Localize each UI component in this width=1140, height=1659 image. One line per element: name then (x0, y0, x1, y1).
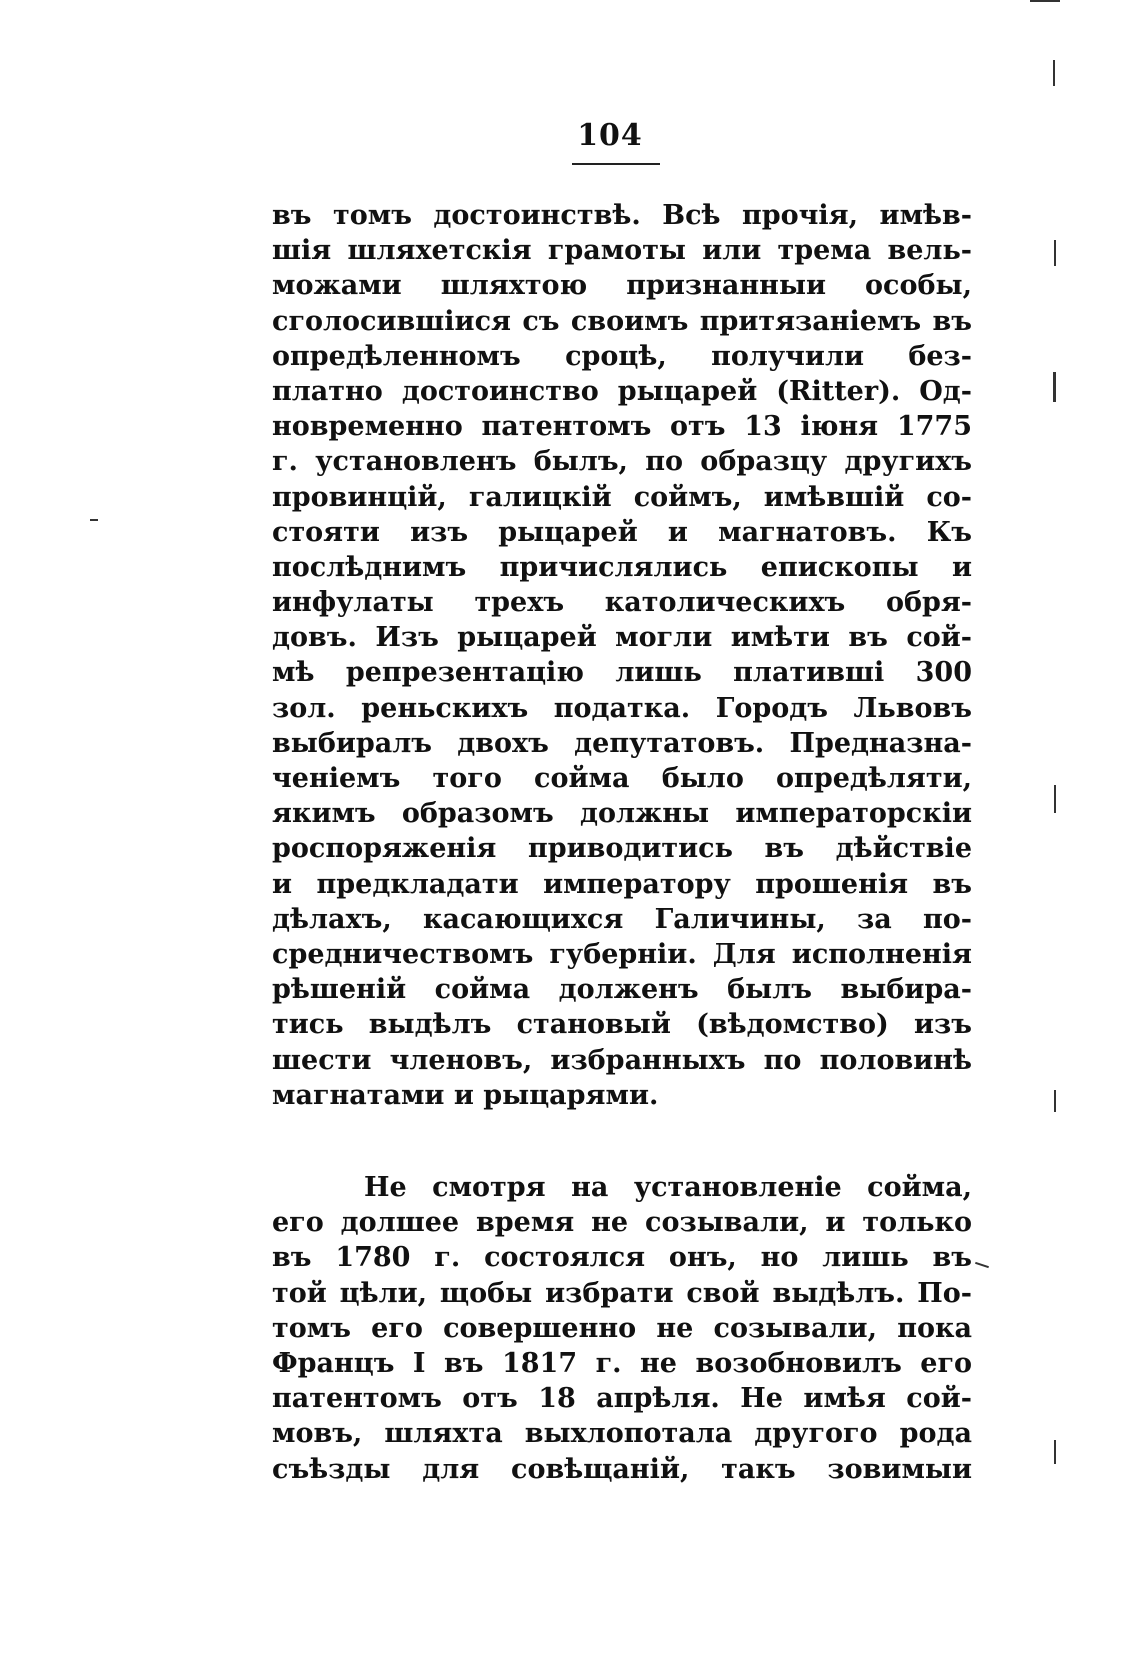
margin-mark (1054, 785, 1056, 813)
text-line: якимъ образомъ должны императорскіи (272, 798, 972, 830)
text-line: Не смотря на установленіе сойма, (364, 1172, 972, 1203)
text-line: съѣзды для совѣщаній, такъ зовимыи (272, 1453, 972, 1485)
text-line: средничествомъ губерніи. Для исполненія (272, 938, 972, 970)
text-line: магнатами и рыцарями. (272, 1079, 659, 1111)
paragraph-1 (272, 198, 972, 1113)
text-line: инфулаты трехъ католическихъ обря- (272, 587, 972, 619)
text-line: сголосившіися съ своимъ притязаніемъ въ (272, 305, 972, 337)
margin-mark (90, 519, 98, 521)
text-line: стояти изъ рыцарей и магнатовъ. Къ (272, 516, 972, 548)
margin-mark (1053, 372, 1056, 402)
page-number-underline (572, 163, 660, 165)
text-line: мѣ репрезентацію лишь плативші 300 (272, 657, 972, 689)
margin-mark (1054, 1440, 1056, 1464)
margin-mark (1053, 60, 1055, 86)
text-line: довъ. Изъ рыцарей могли имѣти въ сой- (272, 622, 972, 654)
text-line: тись выдѣлъ становый (вѣдомство) изъ (272, 1009, 972, 1041)
text-line: дѣлахъ, касающихся Галичины, за по- (272, 903, 972, 935)
page-number: 104 (577, 118, 643, 153)
text-line: выбиралъ двохъ депутатовъ. Предназна- (272, 727, 972, 759)
text-line: мовъ, шляхта выхлопотала другого рода (272, 1418, 972, 1450)
text-line: г. установленъ былъ, по образцу другихъ (272, 446, 972, 478)
text-line: шести членовъ, избранныхъ по половинѣ (272, 1044, 972, 1076)
text-line: зол. реньскихъ податка. Городъ Львовъ (272, 692, 972, 724)
text-line: ченіемъ того сойма было опредѣляти, (272, 763, 972, 794)
text-line: новременно патентомъ отъ 13 іюня 1775 (272, 411, 972, 443)
text-line: провинцій, галицкій соймъ, имѣвшій со- (272, 481, 972, 513)
text-line: послѣднимъ причислялись епископы и (272, 551, 972, 583)
margin-mark (1054, 240, 1056, 266)
text-line: Францъ I въ 1817 г. не возобновилъ его (272, 1347, 972, 1379)
text-line: и предкладати императору прошенія въ (272, 868, 972, 900)
text-line: опредѣленномъ сроцѣ, получили без- (272, 340, 972, 372)
margin-mark (1030, 0, 1060, 2)
text-line: платно достоинство рыцарей (Ritter). Од- (272, 375, 972, 407)
text-line: томъ его совершенно не созывали, пока (272, 1312, 972, 1344)
text-line: въ 1780 г. состоялся онъ, но лишь въ (272, 1242, 972, 1274)
text-line: шія шляхетскія грамоты или трема вель- (272, 235, 972, 267)
text-line: рѣшеній сойма долженъ былъ выбира- (272, 974, 972, 1006)
text-line: патентомъ отъ 18 апрѣля. Не имѣя сой- (272, 1383, 972, 1415)
text-line: той цѣли, щобы избрати свой выдѣлъ. По- (272, 1277, 972, 1309)
text-line: роспоряженія приводитись въ дѣйствіе (272, 833, 972, 865)
text-line: въ томъ достоинствѣ. Всѣ прочія, имѣв- (272, 200, 972, 231)
margin-mark (1054, 1090, 1056, 1112)
text-line: его долшее время не созывали, и только (272, 1207, 972, 1239)
paragraph-2 (272, 1170, 972, 1487)
margin-mark (975, 1262, 989, 1268)
text-line: можами шляхтою признанныи особы, (272, 270, 972, 302)
